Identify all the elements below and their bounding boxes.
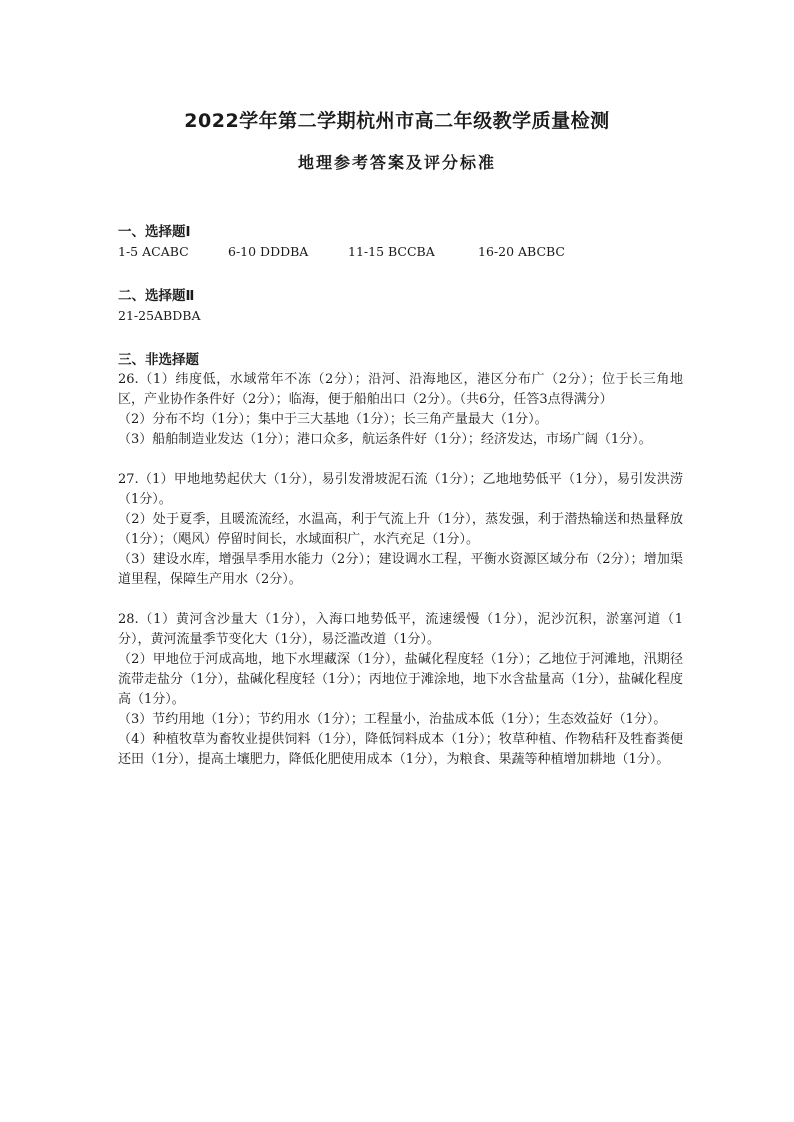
section-heading-non-choice: 三、非选择题 [118, 352, 199, 368]
page-subtitle: 地理参考答案及评分标准 [297, 153, 496, 172]
choice-1-answers [118, 242, 683, 262]
section-heading-choice-1: 一、选择题Ⅰ [118, 224, 191, 240]
question-27 [118, 470, 683, 590]
q26-part-2: （2）分布不均（1分）；集中于三大基地（1分）；长三角产量最大（1分）。 [118, 412, 548, 427]
section-heading-choice-2: 二、选择题Ⅱ [118, 288, 195, 304]
answer-group-11-15: 11-15 BCCBA [348, 244, 435, 259]
q27-part-1: 27.（1）甲地地势起伏大（1分），易引发滑坡泥石流（1分）；乙地地势低平（1分），易引发洪涝（1分）。 [118, 472, 683, 507]
page-title: 2022学年第二学期杭州市高二年级教学质量检测 [184, 110, 610, 132]
answer-group-1-5: 1-5 ACABC [118, 244, 189, 259]
section-non-choice [118, 350, 683, 770]
choice-2-answers: 21-25ABDBA [118, 308, 201, 323]
section-choice-1 [118, 222, 683, 262]
q26-part-1: 26.（1）纬度低，水域常年不冻（2分）；沿河、沿海地区，港区分布广（2分）；位于长三角地区，产业协作条件好（2分）；临海，便于船舶出口（2分）。（共6分，任答3点得满分） [118, 372, 683, 407]
q27-part-2: （2）处于夏季，且暖流流经，水温高，利于气流上升（1分），蒸发强，利于潜热输送和热量释放（1分）；（飓风）停留时间长，水域面积广，水汽充足（1分）。 [118, 512, 683, 547]
question-28 [118, 610, 683, 770]
q28-part-4: （4）种植牧草为畜牧业提供饲料（1分），降低饲料成本（1分）；牧草种植、作物秸秆及牲畜粪便还田（1分），提高土壤肥力，降低化肥使用成本（1分），为粮食、果蔬等种植增加耕地（1分）。 [118, 732, 683, 767]
answer-group-16-20: 16-20 ABCBC [478, 244, 565, 259]
answer-content [118, 222, 683, 770]
answer-group-6-10: 6-10 DDDBA [228, 244, 309, 259]
q28-part-2: （2）甲地位于河成高地，地下水埋藏深（1分），盐碱化程度轻（1分）；乙地位于河滩地，汛期径流带走盐分（1分），盐碱化程度轻（1分）；丙地位于滩涂地，地下水含盐量高（1分），盐碱化程度高（1分）。 [118, 652, 683, 707]
q27-part-3: （3）建设水库，增强旱季用水能力（2分）；建设调水工程，平衡水资源区域分布（2分）；增加渠道里程，保障生产用水（2分）。 [118, 552, 683, 587]
question-26 [118, 370, 683, 450]
q28-part-1: 28.（1）黄河含沙量大（1分），入海口地势低平，流速缓慢（1分），泥沙沉积，淤塞河道（1分），黄河流量季节变化大（1分），易泛滥改道（1分）。 [118, 612, 683, 647]
q28-part-3: （3）节约用地（1分）；节约用水（1分）；工程量小，治盐成本低（1分）；生态效益好（1分）。 [118, 712, 667, 727]
section-choice-2 [118, 286, 683, 326]
q26-part-3: （3）船舶制造业发达（1分）；港口众多，航运条件好（1分）；经济发达，市场广阔（1分）。 [118, 432, 652, 447]
